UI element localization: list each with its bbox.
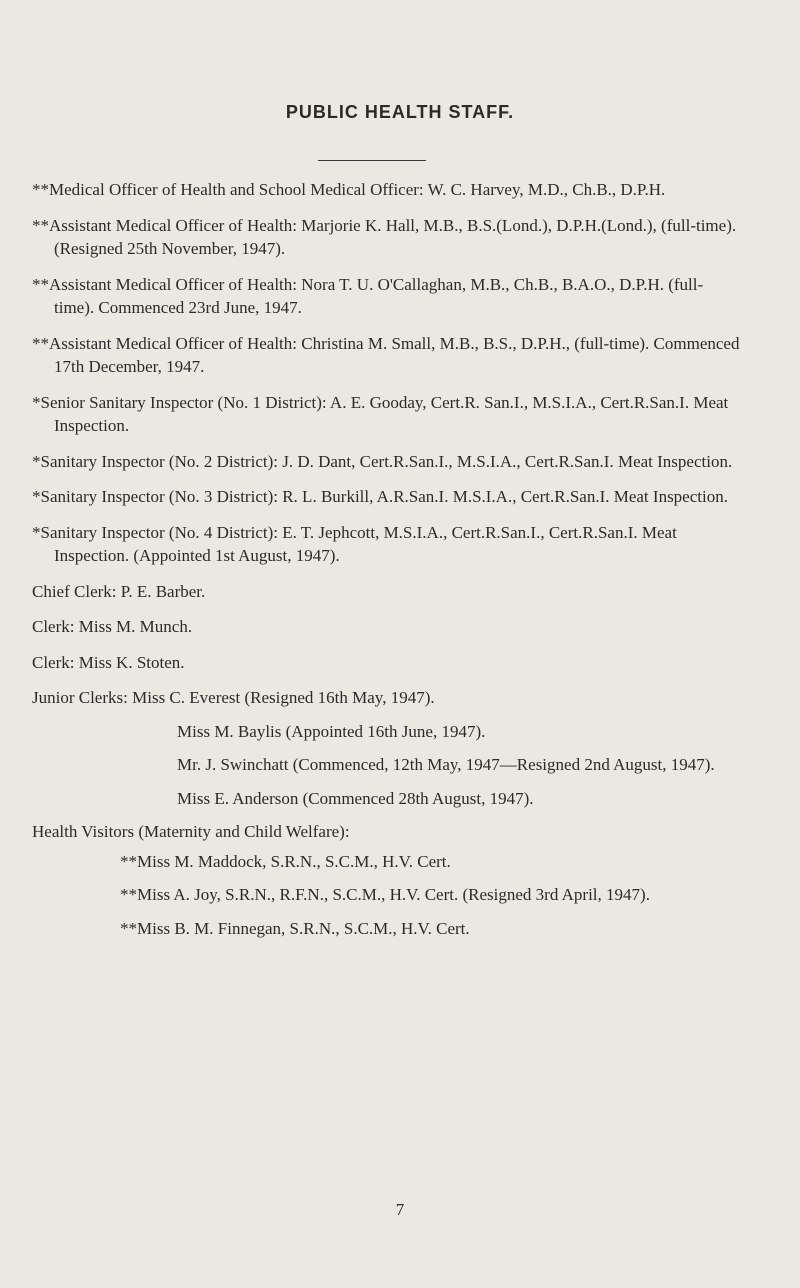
staff-entry-assistant-small: **Assistant Medical Officer of Health: Christina M. Small, M.B., B.S., D.P.H., (full-time). Commenced 17th December, 1947. (32, 333, 740, 376)
title-rule (318, 160, 426, 161)
staff-entry-chief-clerk: Chief Clerk: P. E. Barber. (32, 581, 206, 601)
health-visitors-heading: Health Visitors (Maternity and Child Welfare): (32, 822, 350, 841)
junior-clerks-label: Junior Clerks: (32, 688, 133, 707)
staff-entry-senior-sanitary-inspector: *Senior Sanitary Inspector (No. 1 District): A. E. Gooday, Cert.R. San.I., M.S.I.A., Cert.R.San.I. Meat Inspection. (32, 392, 729, 435)
page-number: 7 (395, 1200, 405, 1219)
junior-clerk-item: Miss E. Anderson (Commenced 28th August, 1947). (177, 788, 534, 808)
health-visitor-item: **Miss A. Joy, S.R.N., R.F.N., S.C.M., H.V. Cert. (Resigned 3rd April, 1947). (120, 885, 650, 904)
staff-entry-sanitary-inspector-2: *Sanitary Inspector (No. 2 District): J. D. Dant, Cert.R.San.I., M.S.I.A., Cert.R.San.I. Meat Inspection. (32, 451, 733, 471)
staff-list (32, 178, 740, 950)
staff-entry-clerk-munch: Clerk: Miss M. Munch. (32, 617, 193, 636)
junior-clerk-item: Mr. J. Swinchatt (Commenced, 12th May, 1947—Resigned 2nd August, 1947). (177, 755, 715, 774)
staff-entry-assistant-ocallaghan: **Assistant Medical Officer of Health: Nora T. U. O'Callaghan, M.B., Ch.B., B.A.O., D.P.H. (full-time). Commenced 23rd June, 1947. (32, 274, 704, 317)
junior-clerk-item: Miss C. Everest (Resigned 16th May, 1947). (132, 688, 435, 707)
staff-entry-sanitary-inspector-3: *Sanitary Inspector (No. 3 District): R. L. Burkill, A.R.San.I. M.S.I.A., Cert.R.San.I. Meat Inspection. (32, 487, 728, 506)
page-title: PUBLIC HEALTH STAFF. (285, 102, 515, 122)
junior-clerk-item: Miss M. Baylis (Appointed 16th June, 1947). (177, 721, 486, 741)
staff-entry-medical-officer: **Medical Officer of Health and School Medical Officer: W. C. Harvey, M.D., Ch.B., D.P.H. (32, 180, 666, 199)
staff-entry-assistant-hall: **Assistant Medical Officer of Health: Marjorie K. Hall, M.B., B.S.(Lond.), D.P.H.(Lond.), (full-time). (Resigned 25th November, 1947). (32, 215, 737, 258)
staff-entry-clerk-stoten: Clerk: Miss K. Stoten. (32, 652, 185, 672)
junior-clerks (32, 686, 740, 710)
staff-entry-sanitary-inspector-4: *Sanitary Inspector (No. 4 District): E. T. Jephcott, M.S.I.A., Cert.R.San.I., Cert.R.San.I. Meat Inspection. (Appointed 1st August, 1947). (32, 522, 677, 565)
health-visitor-item: **Miss M. Maddock, S.R.N., S.C.M., H.V. Cert. (120, 851, 451, 871)
health-visitor-item: **Miss B. M. Finnegan, S.R.N., S.C.M., H.V. Cert. (120, 918, 470, 938)
